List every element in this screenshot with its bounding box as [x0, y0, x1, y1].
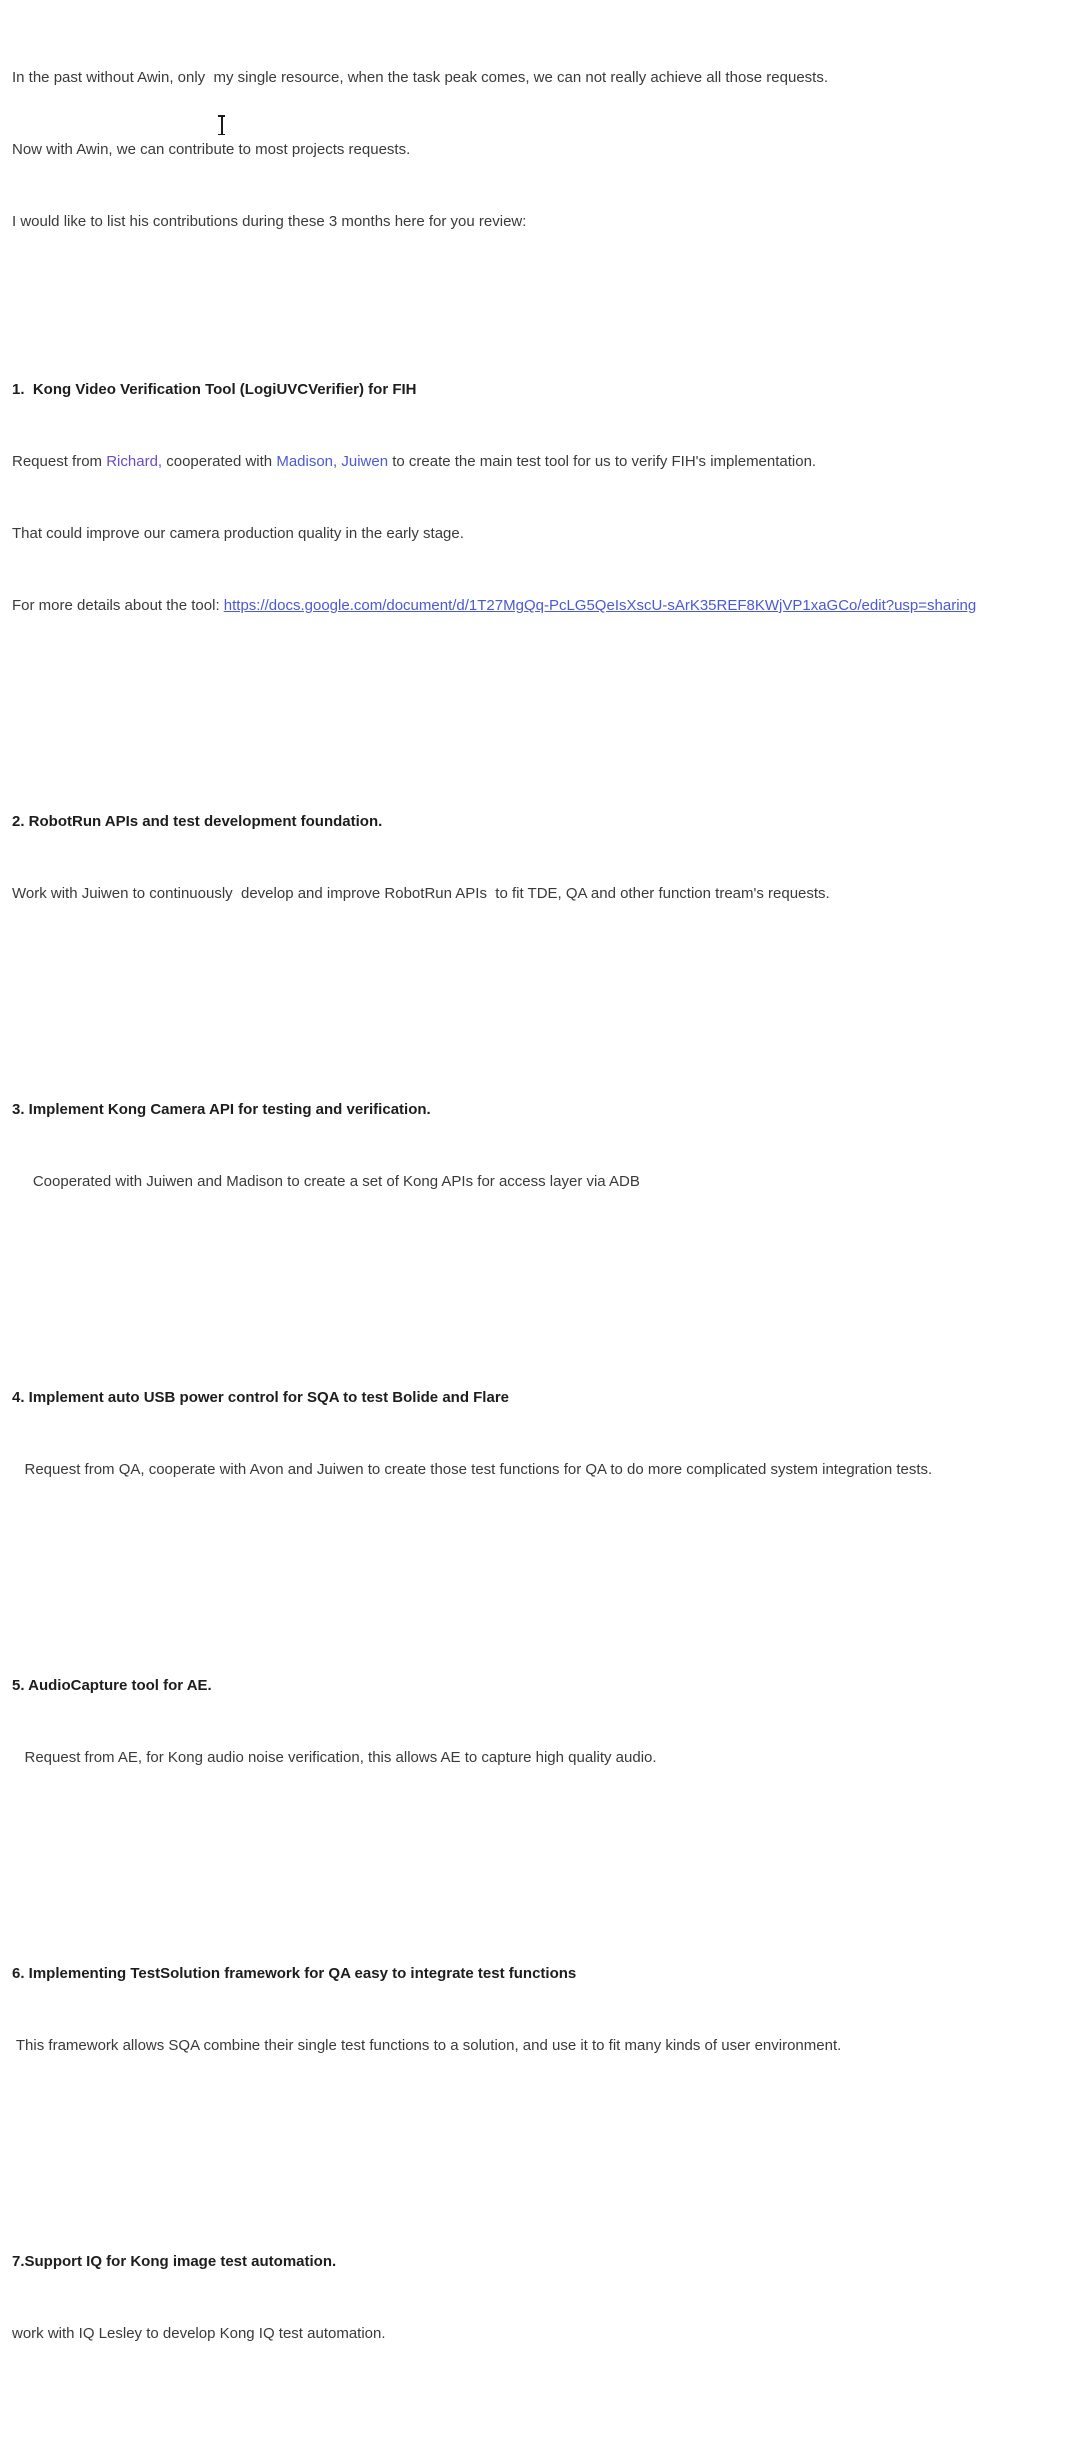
section-4-body: Request from QA, cooperate with Avon and Juiwen to create those test functions for QA to do more complicated system integration tests. [12, 1461, 933, 1478]
section-1-heading: 1. Kong Video Verification Tool (LogiUVCVerifier) for FIH [12, 381, 417, 398]
document-body [12, 0, 1072, 2442]
intro-line-1: In the past without Awin, only my single resource, when the task peak comes, we can not really achieve all those requests. [12, 69, 828, 86]
madison-juiwen-person-link[interactable]: Madison, Juiwen [276, 453, 389, 470]
section-1-line-1-mid: cooperated with [162, 453, 277, 470]
section-3-heading: 3. Implement Kong Camera API for testing and verification. [12, 1101, 431, 1118]
google-doc-link[interactable]: https://docs.google.com/document/d/1T27MgQq-PcLG5QeIsXscU-sArK35REF8KWjVP1xaGCo/edit?usp=sharing [223, 597, 977, 614]
intro-line-2: Now with Awin, we can contribute to most projects requests. [12, 141, 411, 158]
section-4-heading: 4. Implement auto USB power control for SQA to test Bolide and Flare [12, 1389, 509, 1406]
section-7-heading: 7.Support IQ for Kong image test automation. [12, 2253, 337, 2270]
section-1-line-1-post: to create the main test tool for us to verify FIH's implementation. [388, 453, 817, 470]
section-6 [12, 1914, 1072, 2106]
section-5 [12, 1626, 1072, 1818]
section-6-body: This framework allows SQA combine their single test functions to a solution, and use it to fit many kinds of user environment. [12, 2037, 842, 2054]
section-3 [12, 1050, 1072, 1242]
section-4 [12, 1338, 1072, 1530]
section-1 [12, 330, 1072, 666]
richard-person-link[interactable]: Richard, [106, 453, 163, 470]
section-1-line-3-pre: For more details about the tool: [12, 597, 224, 614]
section-3-body: Cooperated with Juiwen and Madison to create a set of Kong APIs for access layer via ADB [12, 1173, 640, 1190]
section-7 [12, 2202, 1072, 2394]
section-2-body: Work with Juiwen to continuously develop and improve RobotRun APIs to fit TDE, QA and other function tream's requests. [12, 885, 830, 902]
section-1-line-2: That could improve our camera production quality in the early stage. [12, 525, 464, 542]
section-5-body: Request from AE, for Kong audio noise verification, this allows AE to capture high quality audio. [12, 1749, 657, 1766]
section-1-line-3 [12, 594, 1072, 618]
intro-line-3: I would like to list his contributions during these 3 months here for you review: [12, 213, 527, 230]
section-5-heading: 5. AudioCapture tool for AE. [12, 1677, 212, 1694]
section-7-body: work with IQ Lesley to develop Kong IQ test automation. [12, 2325, 386, 2342]
section-6-heading: 6. Implementing TestSolution framework for QA easy to integrate test functions [12, 1965, 577, 1982]
section-1-line-1-pre: Request from [12, 453, 107, 470]
section-2 [12, 762, 1072, 954]
section-2-heading: 2. RobotRun APIs and test development foundation. [12, 813, 383, 830]
section-1-line-1 [12, 450, 1072, 474]
